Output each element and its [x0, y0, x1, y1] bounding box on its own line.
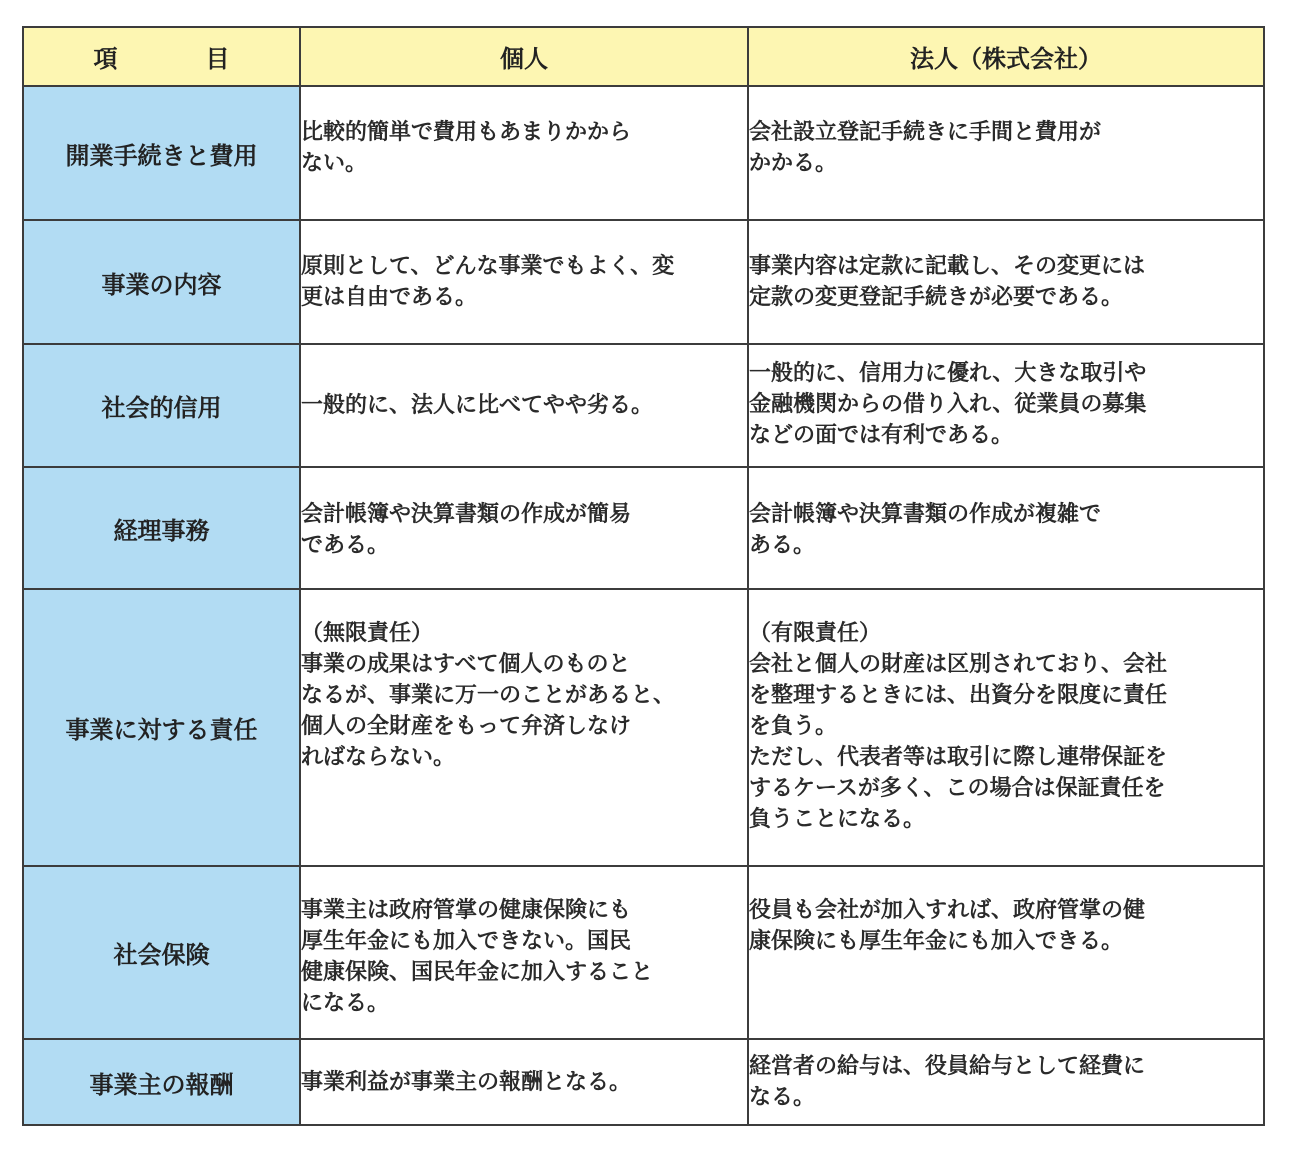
individual-cell — [300, 86, 748, 220]
individual-cell — [300, 220, 748, 344]
individual-cell — [300, 1039, 748, 1125]
corporation-cell — [748, 86, 1264, 220]
row-label: 事業に対する責任 — [23, 589, 300, 866]
table-row — [23, 866, 1264, 1039]
table-row — [23, 86, 1264, 220]
table-row — [23, 467, 1264, 589]
corporation-cell — [748, 1039, 1264, 1125]
table-row — [23, 1039, 1264, 1125]
row-label: 社会的信用 — [23, 344, 300, 467]
header-item-a: 項 — [93, 45, 118, 73]
individual-text: （無限責任） 事業の成果はすべて個人のものと なるが、事業に万一のことがあると、 個人の全財産をもって弁済しなけ ればならない。 — [301, 621, 676, 770]
row-label: 経理事務 — [23, 467, 300, 589]
individual-cell — [300, 467, 748, 589]
table-row — [23, 589, 1264, 866]
corporation-text: 事業内容は定款に記載し、その変更には 定款の変更登記手続きが必要である。 — [749, 254, 1146, 310]
row-label: 開業手続きと費用 — [23, 86, 300, 220]
individual-text: 一般的に、法人に比べてやや劣る。 — [301, 393, 654, 418]
header-corporation: 法人（株式会社） — [748, 27, 1264, 86]
corporation-text: 会社設立登記手続きに手間と費用が かかる。 — [749, 120, 1102, 176]
corporation-cell — [748, 344, 1264, 467]
individual-text: 事業主は政府管掌の健康保険にも 厚生年金にも加入できない。国民 健康保険、国民年金に加入すること になる。 — [301, 898, 654, 1016]
individual-cell — [300, 866, 748, 1039]
row-label: 事業主の報酬 — [23, 1039, 300, 1125]
corporation-cell — [748, 220, 1264, 344]
corporation-text: （有限責任） 会社と個人の財産は区別されており、会社 を整理するときには、出資分を限度に責任 を負う。 ただし、代表者等は取引に際し連帯保証を するケースが多く、この場合は保証責任を 負うことになる。 — [749, 621, 1168, 832]
row-label: 社会保険 — [23, 866, 300, 1039]
corporation-text: 会計帳簿や決算書類の作成が複雑で ある。 — [749, 502, 1102, 558]
individual-text: 比較的簡単で費用もあまりかから ない。 — [301, 120, 632, 176]
row-label: 事業の内容 — [23, 220, 300, 344]
table-row — [23, 344, 1264, 467]
individual-cell — [300, 589, 748, 866]
corporation-text: 経営者の給与は、役員給与として経費に なる。 — [749, 1054, 1146, 1110]
table-row — [23, 220, 1264, 344]
corporation-text: 役員も会社が加入すれば、政府管掌の健 康保険にも厚生年金にも加入できる。 — [749, 898, 1146, 954]
comparison-table — [22, 26, 1265, 1126]
header-item-b: 目 — [205, 45, 230, 73]
corporation-text: 一般的に、信用力に優れ、大きな取引や 金融機関からの借り入れ、従業員の募集 などの面では有利である。 — [749, 361, 1147, 448]
header-individual: 個人 — [300, 27, 748, 86]
individual-text: 事業利益が事業主の報酬となる。 — [301, 1069, 632, 1095]
corporation-cell — [748, 589, 1264, 866]
corporation-cell — [748, 467, 1264, 589]
individual-text: 会計帳簿や決算書類の作成が簡易 である。 — [301, 502, 632, 558]
individual-cell — [300, 344, 748, 467]
header-row — [23, 27, 1264, 86]
individual-text: 原則として、どんな事業でもよく、変 更は自由である。 — [301, 254, 675, 310]
header-item — [23, 27, 300, 86]
corporation-cell — [748, 866, 1264, 1039]
